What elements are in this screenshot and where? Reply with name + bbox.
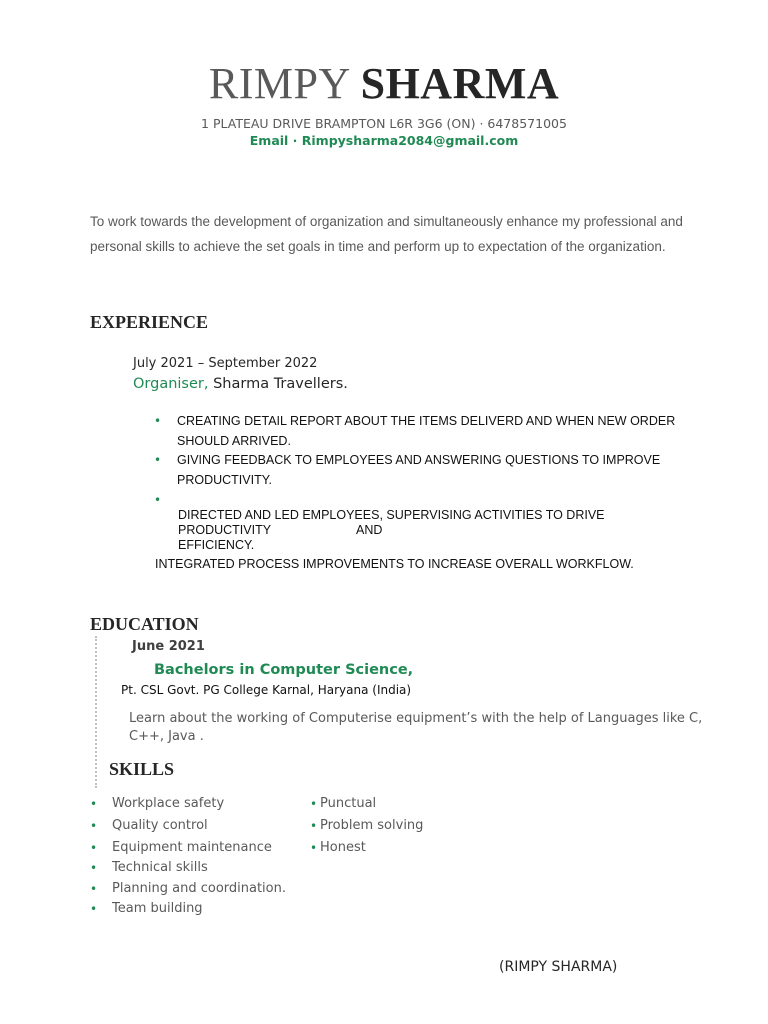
last-name: SHARMA	[360, 59, 560, 108]
bullet-dot: •	[90, 902, 98, 916]
bullet-dot: •	[90, 861, 98, 875]
candidate-name	[0, 58, 768, 110]
signature: (RIMPY SHARMA)	[499, 959, 618, 975]
bullet-dot: •	[90, 841, 98, 855]
job-line	[133, 375, 348, 393]
bullet-dot: •	[310, 841, 318, 855]
bullet-dot: •	[154, 414, 162, 428]
email-line[interactable]: Email · Rimpysharma2084@gmail.com	[249, 133, 519, 148]
job-dates: July 2021 – September 2022	[133, 356, 318, 371]
skills-list-right	[310, 794, 423, 860]
bullet-dot: •	[90, 819, 98, 833]
education-date: June 2021	[132, 639, 205, 654]
job-company: Sharma Travellers.	[208, 376, 348, 392]
skill-item: • Planning and coordination.	[90, 879, 286, 899]
skill-item: • Equipment maintenance	[90, 838, 286, 858]
first-name: RIMPY	[208, 59, 350, 108]
bullet-dot: •	[310, 819, 318, 833]
education-heading: EDUCATION	[90, 614, 199, 634]
bullet-dot: •	[154, 493, 162, 507]
skill-item: • Punctual	[310, 794, 423, 816]
job-title: Organiser,	[133, 376, 209, 392]
duty-item-continued: AND	[356, 523, 383, 537]
skill-item: • Team building	[90, 899, 286, 919]
skills-heading: SKILLS	[109, 759, 175, 779]
skill-item: • Technical skills	[90, 858, 286, 879]
duty-item-continued: PRODUCTIVITY	[178, 523, 272, 537]
degree-title: Bachelors in Computer Science,	[154, 662, 414, 678]
objective-paragraph: To work towards the development of organization and simultaneously enhance my professional and personal skills to achieve the set goals in time and perform up to expectation of the organization.	[90, 214, 683, 254]
education-description: Learn about the working of Computerise equipment’s with the help of Languages like C, C++, Java .	[129, 711, 703, 744]
experience-heading: EXPERIENCE	[90, 312, 209, 332]
skill-item: • Problem solving	[310, 816, 423, 838]
bullet-dot: •	[310, 797, 318, 811]
timeline-divider	[95, 636, 97, 788]
duty-item: INTEGRATED PROCESS IMPROVEMENTS TO INCREASE OVERALL WORKFLOW.	[155, 557, 634, 571]
school-name: Pt. CSL Govt. PG College Karnal, Haryana (India)	[121, 683, 412, 697]
skill-item: • Honest	[310, 838, 423, 860]
bullet-dot: •	[90, 882, 98, 896]
duty-item: GIVING FEEDBACK TO EMPLOYEES AND ANSWERING QUESTIONS TO IMPROVE PRODUCTIVITY.	[177, 453, 661, 487]
duty-item: DIRECTED AND LED EMPLOYEES, SUPERVISING ACTIVITIES TO DRIVE	[178, 508, 605, 522]
bullet-dot: •	[90, 797, 98, 811]
skills-list-left	[90, 794, 286, 919]
duty-item: CREATING DETAIL REPORT ABOUT THE ITEMS DELIVERD AND WHEN NEW ORDER SHOULD ARRIVED.	[177, 414, 676, 448]
address-line: 1 PLATEAU DRIVE BRAMPTON L6R 3G6 (ON) · 6478571005	[201, 116, 567, 131]
skill-item: • Workplace safety	[90, 794, 286, 816]
skill-item: • Quality control	[90, 816, 286, 838]
bullet-dot: •	[154, 453, 162, 467]
duty-item-continued: EFFICIENCY.	[178, 538, 255, 552]
